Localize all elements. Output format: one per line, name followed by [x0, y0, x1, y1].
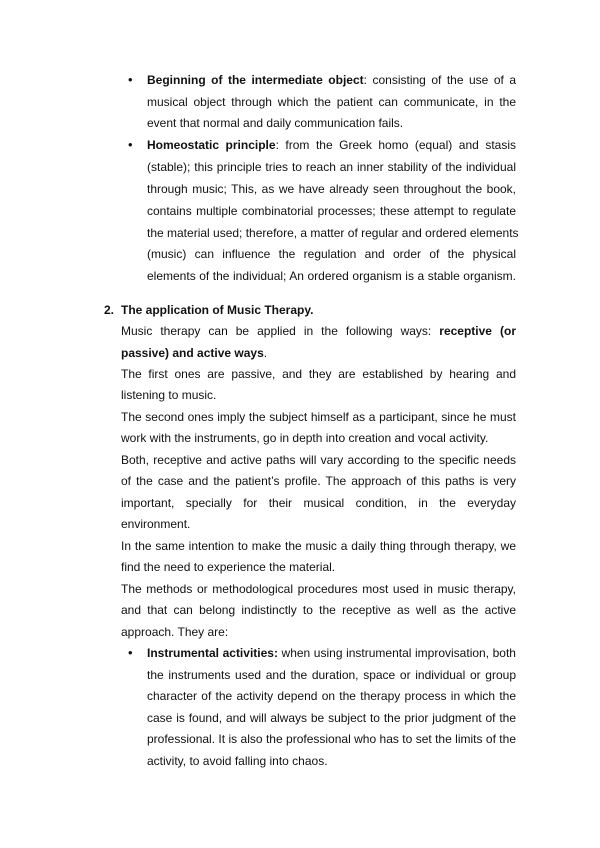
body-line: The first ones are passive, and they are established by hearing and [121, 367, 516, 381]
body-line: work with the instruments, go in depth into creation and vocal activity. [121, 431, 489, 445]
bullet-dot: • [128, 645, 133, 660]
bullet-term: Instrumental activities: [147, 646, 278, 660]
body-line: passive) and active ways. [121, 346, 268, 360]
bullet-line: contains multiple combinatorial processes; these attempt to regulate [147, 204, 516, 218]
body-line: listening to music. [121, 388, 217, 402]
bullet-term: Beginning of the intermediate object [147, 73, 364, 87]
bullet-line: Instrumental activities: when using instrumental improvisation, both [147, 646, 516, 660]
body-line: of the case and the patient’s profile. The approach of this paths is very [121, 474, 516, 488]
body-line: important, specially for their musical condition, in the everyday [121, 496, 516, 510]
bullet-line: Beginning of the intermediate object: consisting of the use of a [147, 73, 516, 87]
bullet-line: through music; This, as we have already seen throughout the book, [147, 182, 516, 196]
body-line: The second ones imply the subject himself as a participant, since he must [121, 410, 516, 424]
bullet-line: (stable); this principle tries to reach an inner stability of the individual [147, 160, 516, 174]
bullet-term: Homeostatic principle [147, 138, 276, 152]
body-line: The methods or methodological procedures most used in music therapy, [121, 582, 516, 596]
bullet-line: activity, to avoid falling into chaos. [147, 754, 328, 768]
section-number: 2. [104, 303, 115, 317]
bullet-dot: • [128, 137, 133, 152]
bullet-line: Homeostatic principle: from the Greek homo (equal) and stasis [147, 138, 516, 152]
bullet-line: the instruments used and the duration, space or individual or group [147, 668, 516, 682]
body-line: find the need to experience the material. [121, 560, 336, 574]
bullet-line: professional. It is also the professional who has to set the limits of the [147, 732, 516, 746]
bullet-line: (music) can influence the regulation and order of the physical [147, 247, 516, 261]
body-line: Both, receptive and active paths will vary according to the specific needs [121, 453, 516, 467]
section-heading: The application of Music Therapy. [121, 303, 314, 317]
bullet-dot: • [128, 72, 133, 87]
bullet-line: musical object through which the patient can communicate, in the [147, 95, 516, 109]
body-line: In the same intention to make the music a daily thing through therapy, we [121, 539, 516, 553]
bullet-line: elements of the individual; An ordered organism is a stable organism. [147, 269, 516, 283]
body-line: Music therapy can be applied in the following ways: receptive (or [121, 324, 516, 338]
bullet-line: the material used; therefore, a matter of regular and ordered elements [147, 226, 519, 240]
body-line: environment. [121, 517, 191, 531]
body-line: and that can belong indistinctly to the receptive as well as the active [121, 603, 516, 617]
bullet-line: case is found, and will always be subject to the prior judgment of the [147, 711, 516, 725]
bullet-line: event that normal and daily communication fails. [147, 116, 404, 130]
body-line: approach. They are: [121, 625, 229, 639]
bullet-line: character of the activity depend on the therapy process in which the [147, 689, 516, 703]
